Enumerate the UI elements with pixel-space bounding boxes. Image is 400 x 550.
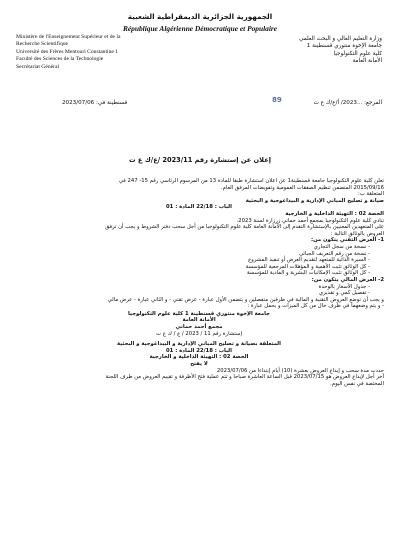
- envelope-line: الأمانة العامة: [182, 317, 216, 324]
- closing-line-1: و يجب أن توضع العروض التقنية و المالية في ظرفين منفصلين و يتضمن الأول عبارة - عرض تقني - و الثاني عبارة - عرض مالي: [107, 296, 384, 303]
- deadline-line-2: آخر أجل لإيداع العروض هو 2023/07/15 قبل الساعة العاشرة صباحا و تتم عملية فتح الأظرفة و تقييم العروض من طرف اللجنة: [105, 374, 384, 381]
- closing-line-2: - و يتم وضعهما في ظرف خال من كل الميزات و يحمل عبارة :: [247, 303, 384, 310]
- tech-offer-item: - السيرة الذاتية للمتعهد لتقديم العرض أو تنفيذ المشروع: [248, 257, 370, 264]
- fin-offer-item: - جدول الأسعار بالوحدة: [318, 283, 370, 290]
- call-line-2: على المتعهدين المعنيين بالإستشارة التقدم إلى الأمانة العامة كلية علوم التكنولوجيا من أجل سحب دفتر الشروط و يجب أن ترفق: [105, 224, 384, 231]
- faculty-line: Faculté des Sciences de la Technologie: [16, 56, 104, 63]
- chapter-article: الباب : 22/18 المادة : 01: [166, 204, 232, 211]
- deadline-line-1: حددت مدة سحب و إيداع العروض بعشرة (10) أيام إبتداءا من 2023/07/06: [216, 367, 384, 374]
- tech-offer-item: - كل الوثائق تثبت الإمكانيات البشرية و المادية للمؤسسة: [247, 270, 370, 277]
- deadline-line-3: المختصة في نفس اليوم.: [330, 380, 384, 387]
- fin-offer-title: 2- العرض المالي يتكون من:: [311, 276, 384, 283]
- intro-line-2: 2015/09/16 المتضمن تنظيم الصفقات العمومية وتفويضات المرفق العام.: [221, 184, 384, 191]
- republic-arabic: الجمهورية الجزائرية الديمقراطية الشعبية: [127, 12, 273, 21]
- date-line: قسنطينة في: 2023/07/06: [62, 100, 128, 106]
- envelope-line: مجمع أحمد حماني: [175, 324, 223, 331]
- reference-stamp: 89: [272, 96, 282, 104]
- ministry-ar: وزارة التعليم العالي و البحث العلمي: [299, 36, 382, 42]
- call-line-1: تنادي كلية علوم التكنولوجيا بمجمع أحمد حماني زرزارة لسنة 2023.: [236, 217, 384, 224]
- secretariat-ar: الأمانة العامة: [352, 58, 382, 65]
- left-header: [16, 34, 120, 71]
- lot-line: الحصة 02 : التهيئة الداخلية و الخارجية: [285, 210, 384, 217]
- lot-line-2: الحصة 02 : التهيئة الداخلية و الخارجية: [149, 354, 249, 361]
- university-ar: جامعة الإخوة منتوري قسنطينة 1: [306, 43, 382, 50]
- envelope-line: إستشارة رقم 11 / 2023 / ع / ك ع ت: [156, 330, 242, 337]
- announcement-body: [14, 178, 384, 387]
- tech-offer-item: - نسخة من رقم التعريف الجبائي: [299, 250, 370, 257]
- envelope-line: جامعة الإخوة منتوري قسنطينة 1 كلية علوم التكنولوجيا: [128, 310, 270, 317]
- intro-line-1: تعلن كلية علوم التكنولوجيا جامعة قسنطينة1 عن اعلان استشارة طبقا للمادة 13 من المرسوم الرئاسي رقم 15- 247 في: [118, 178, 384, 184]
- right-header: [299, 36, 382, 66]
- chapter-article-2: الباب : 22/18 المادة : 01: [166, 347, 232, 354]
- call-line-3: العروض بالوثائق التالية :: [330, 230, 384, 237]
- ministry-line-1: Ministère de l'Enseignement Supérieur et de la: [16, 34, 121, 40]
- tech-offer-item: - نسخة من سجل التجاري: [313, 243, 370, 250]
- faculty-ar: كلية علوم التكنولوجيا: [333, 50, 382, 57]
- republic-french: République Algérienne Démocratique et Populaire: [122, 24, 278, 33]
- announcement-title: إعلان عن إستشارة رقم 2023/11 /ع/ك ع ت: [129, 156, 271, 164]
- tech-offer-item: - كل الوثائق تثبت الأهمية و المؤهلات المرجعية للمؤسسة: [245, 263, 370, 270]
- reference-line: المرجع: ...2023/ أ/ع/ك ع ت: [313, 100, 382, 106]
- fin-offer-item: - تفصيل كمي و تقديري: [318, 290, 370, 297]
- tech-offer-title: 1- العرض التقني يتكون من:: [310, 237, 384, 244]
- do-not-open: لا يفتح: [190, 361, 208, 368]
- tech-offer-list: [14, 244, 384, 277]
- ministry-line-2: Recherche Scientifique: [16, 41, 69, 48]
- fin-offer-list: [14, 284, 384, 297]
- university-line: Université des Frères Mentouri Constantine 1: [16, 48, 119, 55]
- envelope-label: [14, 311, 384, 337]
- subject-line-2: المتعلقة بصيانة و تصليح المباني الإدارية و البيداغوجية و البحثية: [117, 341, 281, 348]
- section-label: المتعلقة ب:: [357, 191, 384, 198]
- subject-line: صيانة و تصليح المباني الإدارية و البيداغوجية و البحثية: [245, 197, 384, 204]
- secretariat-line: Secrétariat Général: [16, 63, 60, 70]
